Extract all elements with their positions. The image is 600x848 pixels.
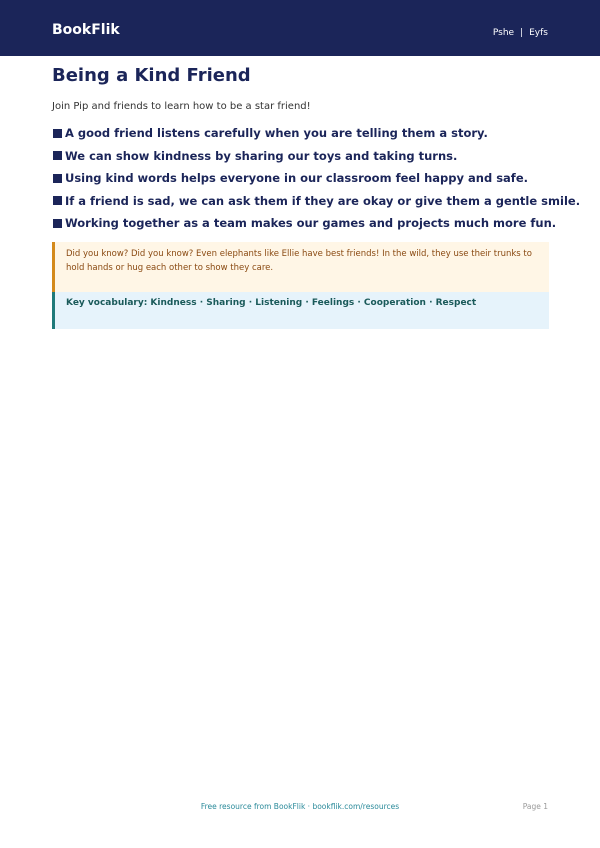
key-point [52,122,580,145]
key-point-text: Working together as a team makes our games and projects much more fun. [65,216,557,231]
square-bullet-icon [53,151,62,160]
key-point-text: If a friend is sad, we can ask them if they are okay or give them a gentle smile. [65,193,581,208]
footer-credit[interactable]: Free resource from BookFlik · bookflik.com/resources [200,802,400,811]
fun-fact-box: Did you know? Did you know? Even elephants like Ellie have best friends! In the wild, they use their trunks to hold hands or hug each other to show they care. [52,242,549,292]
header-meta [493,28,548,39]
key-point-text: We can show kindness by sharing our toys and taking turns. [65,148,458,163]
square-bullet-icon [53,129,62,138]
key-point-text: A good friend listens carefully when you are telling them a story. [65,126,488,141]
subject-label: Pshe [492,28,515,38]
page-header [0,0,600,56]
key-points-list [52,122,580,235]
key-point [52,145,580,168]
square-bullet-icon [53,219,62,228]
brand-logo[interactable]: BookFlik [52,22,120,38]
vocabulary-box: Key vocabulary: Kindness · Sharing · Listening · Feelings · Cooperation · Respect [52,292,549,329]
square-bullet-icon [53,174,62,183]
key-point [52,190,580,213]
key-point-text: Using kind words helps everyone in our classroom feel happy and safe. [65,171,528,186]
header-separator: | [520,28,524,38]
key-point [52,167,580,190]
stage-label: Eyfs [529,28,548,38]
key-point [52,212,580,235]
page-number: Page 1 [522,802,548,811]
square-bullet-icon [53,196,62,205]
intro-text: Join Pip and friends to learn how to be a star friend! [52,101,311,112]
page-title: Being a Kind Friend [52,65,251,86]
